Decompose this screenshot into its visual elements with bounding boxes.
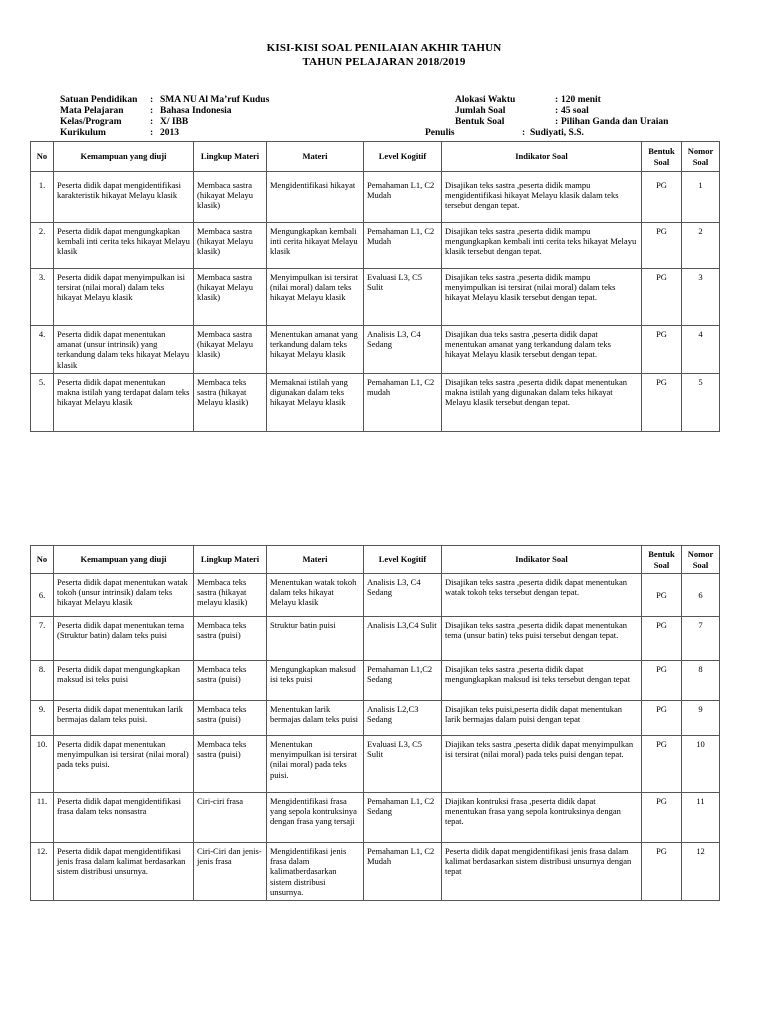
cell-nomor: 12 [682, 843, 720, 901]
cell-lingkup: Membaca teks sastra (puisi) [194, 701, 267, 736]
cell-no: 5. [31, 374, 54, 432]
cell-kemampuan: Peserta didik dapat menentukan makna istilah yang terdapat dalam teks hikayat Melayu klasik [54, 374, 194, 432]
info-satuan-label: Satuan Pendidikan [60, 95, 138, 105]
cell-lingkup: Membaca teks sastra (puisi) [194, 736, 267, 793]
cell-indikator: Disajikan dua teks sastra ,peserta didik dapat menentukan amanat yang terkandung dalam teks hikayat Melayu klasik tersebut dengan tepat. [442, 326, 642, 374]
cell-bentuk: PG [642, 326, 682, 374]
cell-no: 6. [31, 574, 54, 617]
cell-level: Evaluasi L3, C5 Sulit [364, 736, 442, 793]
cell-lingkup: Membaca sastra (hikayat Melayu klasik) [194, 172, 267, 223]
header-level: Level Kogitif [364, 546, 442, 574]
cell-indikator: Diajikan kontruksi frasa ,peserta didik dapat menentukan frasa yang sepola kontruksinya dengan tepat. [442, 793, 642, 843]
cell-indikator: Disajikan teks sastra ,peserta didik mampu mengidentifikasi hikayat Melayu klasik dalam teks tersebut dengan tepat. [442, 172, 642, 223]
cell-kemampuan: Peserta didik dapat mengidentifikasi jenis frasa dalam kalimat berdasarkan sistem distribusi unsurnya. [54, 843, 194, 901]
cell-indikator: Disajikan teks sastra ,peserta didik mampu menyimpulkan isi tersirat (nilai moral) dalam teks hikayat Melayu klasik tersebut dengan tepat. [442, 269, 642, 326]
cell-bentuk: PG [642, 574, 682, 617]
cell-no: 1. [31, 172, 54, 223]
table-row [31, 269, 720, 326]
cell-materi: Menyimpulkan isi tersirat (nilai moral) dalam teks hikayat Melayu klasik [267, 269, 364, 326]
cell-materi: Mengungkapkan kembali inti cerita hikayat Melayu klasik [267, 223, 364, 269]
cell-kemampuan: Peserta didik dapat menentukan menyimpulkan isi tersirat (nilai moral) pada teks puisi. [54, 736, 194, 793]
info-kurikulum-value: 2013 [160, 128, 179, 138]
info-kelas-label: Kelas/Program [60, 117, 122, 127]
info-colon: : [522, 128, 526, 138]
cell-kemampuan: Peserta didik dapat mengungkapkan maksud isi teks puisi [54, 661, 194, 701]
info-colon: : [555, 106, 559, 116]
table-row [31, 374, 720, 432]
cell-level: Pemahaman L1, C2 Mudah [364, 223, 442, 269]
cell-bentuk: PG [642, 223, 682, 269]
table-header-row [31, 546, 720, 574]
cell-level: Pemahaman L1, C2 mudah [364, 374, 442, 432]
cell-kemampuan: Peserta didik dapat mengidentifikasi frasa dalam teks nonsastra [54, 793, 194, 843]
cell-indikator: Disajikan teks sastra ,peserta didik dapat mengungkapkan maksud isi teks tersebut dengan tepat [442, 661, 642, 701]
info-bentuk-value: Pilihan Ganda dan Uraian [561, 117, 669, 127]
table-row [31, 736, 720, 793]
cell-level: Analisis L3, C4 Sedang [364, 574, 442, 617]
cell-nomor: 8 [682, 661, 720, 701]
info-jumlah-value: 45 soal [561, 106, 589, 116]
table-row [31, 223, 720, 269]
table-row [31, 661, 720, 701]
cell-no: 2. [31, 223, 54, 269]
cell-bentuk: PG [642, 843, 682, 901]
info-jumlah-label: Jumlah Soal [455, 106, 506, 116]
cell-kemampuan: Peserta didik dapat menentukan watak tokoh (unsur intrinsik) dalam teks hikayat Melayu klasik [54, 574, 194, 617]
cell-nomor: 9 [682, 701, 720, 736]
info-alokasi-label: Alokasi Waktu [455, 95, 516, 105]
cell-lingkup: Membaca sastra (hikayat Melayu klasik) [194, 326, 267, 374]
cell-indikator: Disajikan teks puisi,peserta didik dapat menentukan larik bermajas dalam puisi dengan tepat [442, 701, 642, 736]
cell-nomor: 10 [682, 736, 720, 793]
cell-indikator: Peserta didik dapat mengidentifikasi jenis frasa dalam kalimat berdasarkan sistem distribusi unsurnya dengan tepat [442, 843, 642, 901]
cell-level: Analisis L3, C4 Sedang [364, 326, 442, 374]
header-kemampuan: Kemampuan yang diuji [54, 546, 194, 574]
cell-nomor: 3 [682, 269, 720, 326]
document-subtitle: TAHUN PELAJARAN 2018/2019 [302, 56, 466, 68]
cell-materi: Menentukan larik bermajas dalam teks puisi [267, 701, 364, 736]
cell-materi: Menentukan menyimpulkan isi tersirat (nilai moral) pada teks puisi. [267, 736, 364, 793]
cell-indikator: Disajikan teks sastra ,peserta didik mampu mengungkapkan kembali inti cerita teks hikayat Melayu klasik tersebut dengan tepat. [442, 223, 642, 269]
cell-nomor: 6 [682, 574, 720, 617]
header-materi: Materi [267, 142, 364, 172]
info-kelas-value: X/ IBB [160, 117, 189, 127]
info-colon: : [555, 117, 559, 127]
info-colon: : [150, 106, 154, 116]
cell-no: 12. [31, 843, 54, 901]
cell-lingkup: Membaca sastra (hikayat Melayu klasik) [194, 223, 267, 269]
header-bentuk: Bentuk Soal [642, 142, 682, 172]
header-nomor: Nomor Soal [682, 546, 720, 574]
cell-bentuk: PG [642, 661, 682, 701]
cell-materi: Menentukan watak tokoh dalam teks hikayat Melayu klasik [267, 574, 364, 617]
cell-materi: Struktur batin puisi [267, 617, 364, 661]
cell-no: 11. [31, 793, 54, 843]
table-row [31, 617, 720, 661]
header-kemampuan: Kemampuan yang diuji [54, 142, 194, 172]
cell-bentuk: PG [642, 269, 682, 326]
info-mapel-value: Bahasa Indonesia [160, 106, 232, 116]
header-no: No [31, 546, 54, 574]
cell-lingkup: Membaca teks sastra (puisi) [194, 661, 267, 701]
table-row [31, 793, 720, 843]
cell-bentuk: PG [642, 617, 682, 661]
info-mapel-label: Mata Pelajaran [60, 106, 124, 116]
table-header-row [31, 142, 720, 172]
info-satuan-value: SMA NU Al Ma’ruf Kudus [160, 95, 270, 105]
cell-level: Evaluasi L3, C5 Sulit [364, 269, 442, 326]
info-penulis-label: Penulis [425, 128, 455, 138]
cell-bentuk: PG [642, 172, 682, 223]
cell-kemampuan: Peserta didik dapat menyimpulkan isi tersirat (nilai moral) dalam teks hikayat Melayu klasik [54, 269, 194, 326]
cell-nomor: 7 [682, 617, 720, 661]
cell-bentuk: PG [642, 793, 682, 843]
header-materi: Materi [267, 546, 364, 574]
info-colon: : [150, 128, 154, 138]
header-no: No [31, 142, 54, 172]
info-alokasi-value: 120 menit [561, 95, 601, 105]
cell-kemampuan: Peserta didik dapat menentukan tema (Struktur batin) dalam teks puisi [54, 617, 194, 661]
cell-lingkup: Membaca teks sastra (puisi) [194, 617, 267, 661]
cell-lingkup: Membaca teks sastra (hikayat Melayu klasik) [194, 374, 267, 432]
cell-nomor: 4 [682, 326, 720, 374]
cell-no: 7. [31, 617, 54, 661]
document-title: KISI-KISI SOAL PENILAIAN AKHIR TAHUN [266, 42, 502, 54]
cell-indikator: Diajikan teks sastra ,peserta didik dapat menyimpulkan isi tersirat (nilai moral) pada teks puisi dengan tepat. [442, 736, 642, 793]
info-penulis-value: Sudiyati, S.S. [530, 128, 584, 138]
header-lingkup: Lingkup Materi [194, 546, 267, 574]
cell-level: Pemahaman L1, C2 Mudah [364, 843, 442, 901]
table-row [31, 701, 720, 736]
cell-lingkup: Ciri-ciri frasa [194, 793, 267, 843]
cell-nomor: 2 [682, 223, 720, 269]
cell-bentuk: PG [642, 374, 682, 432]
table-row [31, 574, 720, 617]
cell-lingkup: Ciri-Ciri dan jenis-jenis frasa [194, 843, 267, 901]
header-lingkup: Lingkup Materi [194, 142, 267, 172]
header-indikator: Indikator Soal [442, 546, 642, 574]
cell-no: 9. [31, 701, 54, 736]
cell-materi: Mengidentifikasi frasa yang sepola kontruksinya dengan frasa yang tersaji [267, 793, 364, 843]
table-row [31, 172, 720, 223]
cell-indikator: Disajikan teks sastra ,peserta didik dapat menentukan tema (unsur batin) teks puisi tersebut dengan tepat. [442, 617, 642, 661]
table-row [31, 326, 720, 374]
cell-level: Pemahaman L1,C2 Sedang [364, 661, 442, 701]
info-kurikulum-label: Kurikulum [60, 128, 106, 138]
cell-no: 8. [31, 661, 54, 701]
cell-level: Pemahaman L1, C2 Mudah [364, 172, 442, 223]
cell-materi: Mengidentifikasi hikayat [267, 172, 364, 223]
cell-lingkup: Membaca teks sastra (hikayat melayu klasik) [194, 574, 267, 617]
cell-bentuk: PG [642, 736, 682, 793]
cell-kemampuan: Peserta didik dapat mengidentifikasi karakteristik hikayat Melayu klasik [54, 172, 194, 223]
cell-materi: Mengidentifikasi jenis frasa dalam kalimatberdasarkan sistem distribusi unsurnya. [267, 843, 364, 901]
cell-nomor: 1 [682, 172, 720, 223]
cell-indikator: Disajikan teks sastra ,peserta didik dapat menentukan watak tokoh teks tersebut dengan tepat. [442, 574, 642, 617]
cell-no: 10. [31, 736, 54, 793]
cell-nomor: 5 [682, 374, 720, 432]
cell-level: Pemahaman L1, C2 Sedang [364, 793, 442, 843]
cell-nomor: 11 [682, 793, 720, 843]
cell-materi: Menentukan amanat yang terkandung dalam teks hikayat Melayu klasik [267, 326, 364, 374]
kisi-table-1 [30, 141, 720, 432]
cell-kemampuan: Peserta didik dapat menentukan larik bermajas dalam teks puisi. [54, 701, 194, 736]
cell-indikator: Disajikan teks sastra ,peserta didik dapat menentukan makna istilah yang digunakan dalam teks hikayat Melayu klasik tersebut dengan tepat. [442, 374, 642, 432]
info-colon: : [150, 95, 154, 105]
cell-kemampuan: Peserta didik dapat mengungkapkan kembali inti cerita teks hikayat Melayu klasik [54, 223, 194, 269]
header-nomor: Nomor Soal [682, 142, 720, 172]
cell-level: Analisis L3,C4 Sulit [364, 617, 442, 661]
cell-materi: Mengungkapkan maksud isi teks puisi [267, 661, 364, 701]
info-colon: : [555, 95, 559, 105]
cell-materi: Memaknai istilah yang digunakan dalam teks hikayat Melayu klasik [267, 374, 364, 432]
info-colon: : [150, 117, 154, 127]
header-level: Level Kogitif [364, 142, 442, 172]
kisi-table-2 [30, 545, 720, 901]
cell-kemampuan: Peserta didik dapat menentukan amanat (unsur intrinsik) yang terkandung dalam teks hikayat Melayu klasik [54, 326, 194, 374]
header-indikator: Indikator Soal [442, 142, 642, 172]
info-bentuk-label: Bentuk Soal [455, 117, 505, 127]
table-row [31, 843, 720, 901]
cell-bentuk: PG [642, 701, 682, 736]
cell-lingkup: Membaca sastra (hikayat Melayu klasik) [194, 269, 267, 326]
cell-no: 4. [31, 326, 54, 374]
header-bentuk: Bentuk Soal [642, 546, 682, 574]
cell-no: 3. [31, 269, 54, 326]
cell-level: Analisis L2,C3 Sedang [364, 701, 442, 736]
